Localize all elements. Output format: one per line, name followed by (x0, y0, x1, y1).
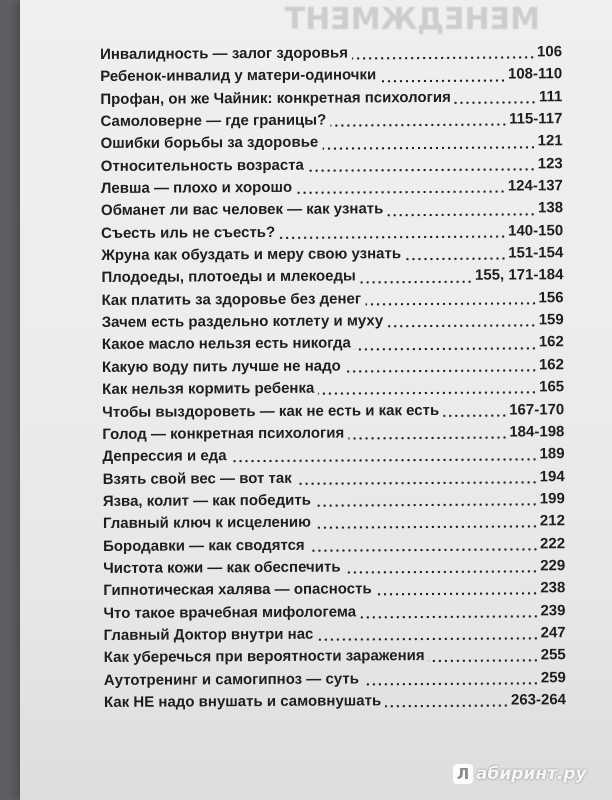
toc-entry-title: Зачем есть раздельно котлету и муху (101, 312, 384, 332)
toc-entry-page: 159 (538, 311, 564, 329)
toc-entry-page: 184-198 (509, 423, 565, 441)
toc-entry-page: 121 (537, 132, 563, 150)
dot-leader (231, 458, 538, 464)
dot-leader (322, 145, 535, 150)
labirint-logo-icon: Л (453, 764, 473, 784)
dot-leader (365, 301, 536, 306)
toc-entry-title: Относительность возраста (100, 156, 304, 175)
toc-entry-title: Какую воду пить лучше не надо (101, 357, 341, 376)
toc-entry (102, 354, 564, 379)
toc-entry (104, 689, 566, 714)
toc-entry-title: Голод — конкретная психология (102, 424, 345, 443)
bleed-through-text: МЕНЕДЖМЕНТ (284, 2, 540, 37)
dot-leader (352, 56, 535, 61)
toc-entry-title: Инвалидность — залог здоровья (100, 44, 349, 63)
toc-entry (101, 175, 563, 200)
toc-entry-title: Как уберечься при вероятности заражения (103, 647, 425, 667)
toc-entry (101, 153, 563, 178)
toc-entry-title: Аутотренинг и самогипноз — суть (103, 670, 359, 689)
toc-entry (103, 488, 565, 513)
toc-entry-title: Плодоеды, плотоеды и млекоеды (101, 267, 356, 287)
dot-leader (363, 681, 539, 686)
toc-entry-title: Главный Доктор внутри нас (103, 625, 314, 644)
toc-entry (102, 399, 564, 424)
toc-entry (100, 41, 562, 66)
dot-leader (279, 234, 506, 239)
toc-entry-page: 111 (538, 87, 563, 106)
dot-leader (309, 547, 538, 552)
dot-leader (429, 659, 539, 664)
toc-entry-title: Съесть иль не съесть? (101, 223, 276, 242)
toc-entry (101, 198, 563, 223)
toc-entry-page: 156 (538, 288, 564, 307)
dot-leader (296, 480, 538, 485)
dot-leader (360, 614, 538, 619)
dot-leader (308, 167, 536, 172)
toc-entry (103, 555, 565, 580)
dot-leader (355, 346, 537, 351)
toc-entry-page: 194 (539, 467, 565, 485)
dot-leader (387, 324, 537, 329)
toc-entry-page: 165 (539, 378, 565, 396)
watermark-text: абиринт.ру (476, 764, 587, 784)
toc-entry-page: 222 (539, 534, 566, 552)
toc-entry (103, 510, 565, 535)
toc-entry (102, 287, 564, 312)
toc-entry-title: Язва, колит — как победить (102, 491, 311, 510)
toc-entry-title: Главный ключ к исцелению (102, 513, 311, 533)
toc-entry (101, 131, 563, 156)
toc-entry-title: Взять свой вес — вот так (102, 469, 292, 488)
dot-leader (317, 636, 538, 641)
toc-entry-page: 238 (540, 579, 566, 597)
toc-entry-page: 115-117 (509, 110, 563, 128)
toc-entry-title: Гипнотическая халява — опасность (103, 580, 372, 600)
dot-leader (385, 704, 509, 709)
toc-entry-title: Как НЕ надо внушать и самовнушать (103, 692, 382, 711)
toc-entry-page: 162 (538, 333, 564, 351)
toc-entry-page: 255 (540, 646, 566, 664)
toc-entry (102, 309, 564, 334)
dot-leader (360, 279, 473, 284)
toc-entry-title: Чтобы выздороветь — как не есть и как есть (102, 401, 440, 421)
dot-leader (315, 502, 538, 507)
toc-entry-title: Самоловерне — где границы? (100, 111, 327, 131)
toc-entry (103, 577, 565, 602)
toc-entry-page: 247 (540, 624, 566, 642)
toc-entry-page: 259 (540, 668, 566, 686)
toc-entry-title: Какое масло нельзя есть никогда (101, 334, 351, 354)
dot-leader (405, 257, 506, 262)
toc-entry-title: Бородавки — как сводятся (103, 536, 305, 555)
toc-entry (103, 600, 565, 625)
toc-entry-page: 138 (537, 199, 564, 217)
toc-entry-page: 239 (540, 601, 566, 619)
toc-entry (102, 332, 564, 357)
toc-entry (101, 220, 563, 245)
dot-leader (387, 212, 536, 217)
toc-entry-page: 151-154 (508, 244, 564, 262)
toc-entry (104, 667, 566, 692)
toc-entry-page: 155, 171-184 (474, 266, 564, 285)
book-page (20, 0, 612, 800)
toc-entry-page: 167-170 (509, 400, 565, 419)
toc-entry (101, 265, 563, 290)
toc-entry (102, 443, 564, 468)
dot-leader (348, 436, 507, 441)
toc-entry (100, 64, 562, 89)
toc-entry-title: Профан, он же Чайник: конкретная психология (100, 88, 451, 108)
toc-entry (101, 242, 563, 267)
toc-entry (104, 622, 566, 647)
table-of-contents (100, 41, 566, 714)
dot-leader (296, 190, 506, 195)
toc-entry-page: 140-150 (508, 221, 564, 240)
dot-leader (318, 391, 537, 396)
toc-entry-page: 162 (538, 355, 565, 374)
labirint-watermark (453, 764, 587, 784)
toc-entry-title: Что такое врачебная мифологема (103, 603, 357, 622)
toc-entry (102, 376, 564, 401)
toc-entry-page: 199 (539, 490, 565, 508)
toc-entry (100, 108, 562, 133)
dot-leader (345, 569, 539, 574)
toc-entry-page: 124-137 (507, 177, 563, 195)
dot-leader (443, 413, 507, 417)
toc-entry-title: Как нельзя кормить ребенка (102, 379, 315, 399)
toc-entry-page: 108-110 (507, 65, 563, 83)
toc-entry-page: 263-264 (510, 691, 567, 709)
toc-entry-page: 123 (537, 154, 563, 173)
toc-entry (103, 466, 565, 491)
toc-entry-title: Депрессия и еда (102, 447, 227, 466)
toc-entry-title: Чистота кожи — как обеспечить (103, 558, 341, 577)
toc-entry-title: Как платить за здоровье без денег (101, 290, 362, 309)
dot-leader (345, 368, 537, 373)
toc-entry (103, 533, 565, 558)
toc-entry-page: 229 (540, 557, 566, 575)
toc-entry-title: Обманет ли вас человек — как узнать (100, 200, 384, 220)
toc-entry-title: Ошибки борьбы за здоровье (100, 134, 319, 153)
dot-leader (380, 78, 506, 83)
dot-leader (315, 525, 538, 530)
dot-leader (376, 592, 539, 597)
toc-entry-page: 189 (539, 445, 565, 463)
toc-entry-title: Ребенок-инвалид у матери-одиночки (100, 66, 377, 86)
toc-entry (102, 421, 564, 446)
toc-entry-page: 106 (536, 43, 563, 61)
dot-leader (330, 123, 507, 128)
toc-entry (100, 86, 562, 111)
dot-leader (455, 100, 537, 105)
toc-entry-title: Жрунa как обуздать и меру свою узнать (101, 245, 402, 265)
toc-entry-page: 212 (539, 512, 565, 530)
toc-entry (104, 644, 566, 669)
toc-entry-title: Левша — плохо и хорошо (100, 178, 293, 198)
